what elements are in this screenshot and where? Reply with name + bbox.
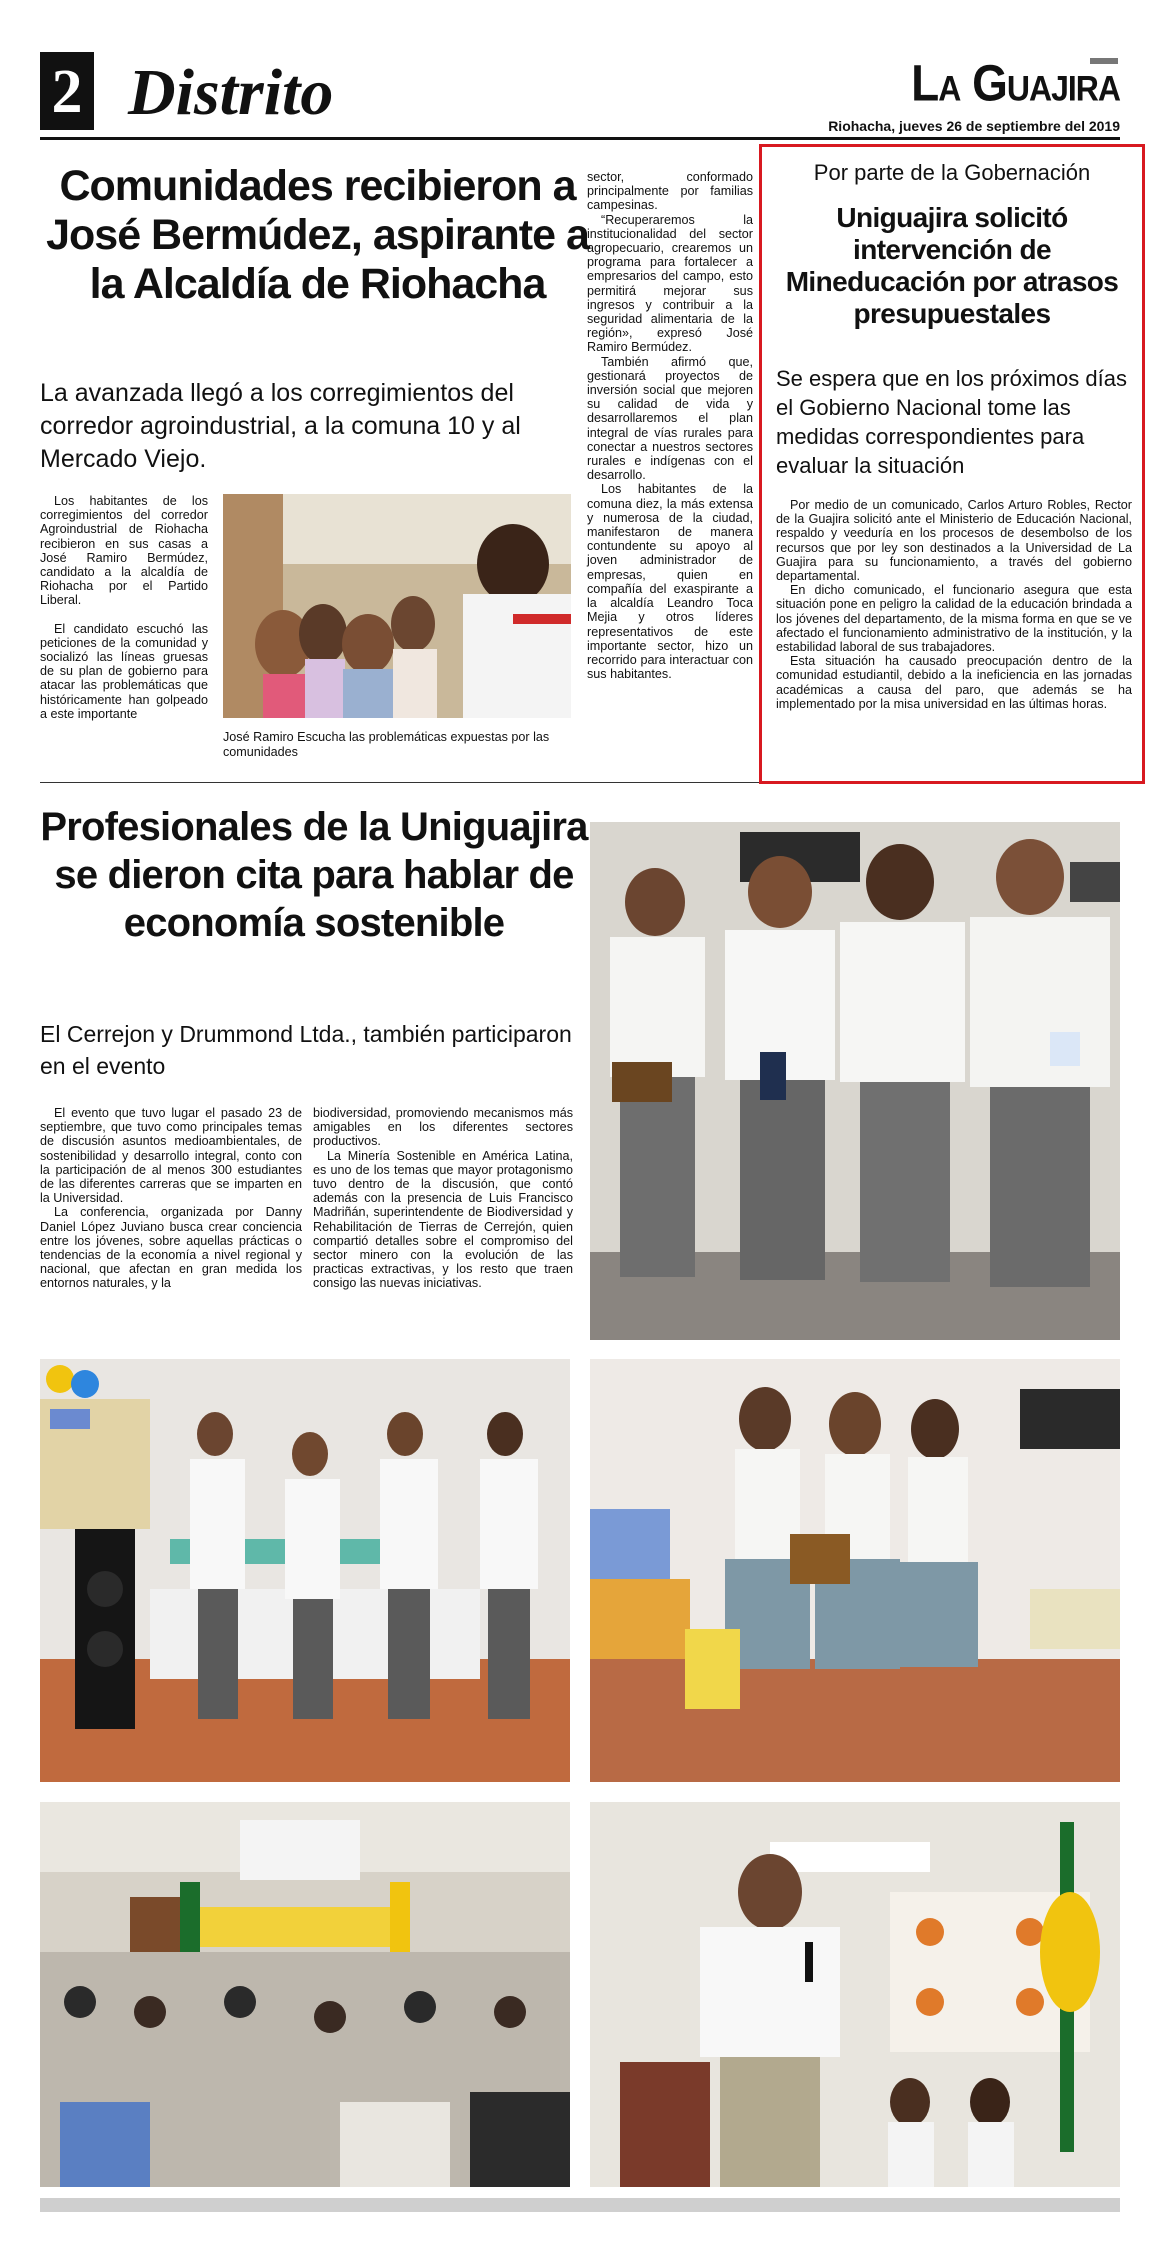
four-students-photo (590, 822, 1120, 1340)
article1-deck: La avanzada llegó a los corregimientos del corredor agroindustrial, a la comuna 10 y al Mercado Viejo. (40, 379, 521, 473)
article1-paragraph: Los habitantes de los corregimientos del corredor Agroindustrial de Riohacha recibieron en sus casas a José Ramiro Bermúdez, candidato a la alcaldía de Riohacha por el Partido Liberal. (40, 494, 208, 608)
dateline: Riohacha, jueves 26 de septiembre del 2019 (828, 118, 1120, 134)
man-with-microphone-photo (590, 1802, 1120, 2187)
article2-paragraph: biodiversidad, promoviendo mecanismos más amigables en los diferentes sectores productivos. (313, 1106, 573, 1149)
article1-headline: Comunidades recibieron a José Bermúdez, aspirante a la Alcaldía de Riohacha (46, 162, 589, 308)
section-divider (40, 782, 759, 783)
article1-paragraph: Los habitantes de la comuna diez, la más extensa y numerosa de la ciudad, manifestaron de manera contundente su apoyo al joven administrador de empresas, quien en compañía del exaspirante a la alcaldía Leandro Toca Mejia y otros líderes representativos de este importante sector, hizo un recorrido para interactuar con sus habitantes. (587, 482, 753, 682)
article1-photo (223, 494, 571, 718)
boxed-article-kicker: Por parte de la Gobernación (813, 160, 1091, 185)
boxed-article-body (776, 498, 1132, 711)
article1-column3 (587, 170, 753, 681)
article1-paragraph: También afirmó que, gestionará proyectos de inversión social que mejoren su calidad de vida y desarrollaremos el plan integral de vías rurales para conectar a nuestros sectores rurales e indígenas con el desarrollo. (587, 354, 753, 483)
girls-award-photo (590, 1359, 1120, 1782)
article1-column1 (40, 494, 208, 721)
article1-paragraph: El candidato escuchó las peticiones de la comunidad y socializó las líneas gruesas de su plan de gobierno para atacar las problemáticas que históricamente han golpeado a este importante (40, 621, 208, 721)
article2-paragraph: La Minería Sostenible en América Latina, es uno de los temas que mayor protagonismo tuvo dentro de la discusión, que contó además con la presencia de Luis Francisco Madriñán, superintendente de Biodiversidad y Rehabilitación de Tierras de Cerrejón, quien compartió detalles sobre el compromiso del sector minero con la evolución de las practicas extractivas, y los resto que traen consigo las nuevas iniciativas. (313, 1148, 573, 1291)
audience-hall-photo (40, 1802, 570, 2187)
article1-paragraph: “Recuperaremos la institucionalidad del sector agropecuario, crearemos un programa para fortalecer a empresarios del campo, esto permitirá mejorar sus ingresos y contribuir a la seguridad alimentaria de la región», expresó José Ramiro Bermúdez. (587, 212, 753, 355)
article2-paragraph: La conferencia, organizada por Danny Daniel López Juviano busca crear conciencia entre los jóvenes, sobre aquellas prácticas o tendencias de la economía a nivel regional y nacional, que afectan en gran medida los entornos naturales, y la (40, 1205, 302, 1291)
boxed-article-headline: Uniguajira solicitó intervención de Mineducación por atrasos presupuestales (785, 202, 1119, 329)
students-award-photo (590, 822, 1120, 1340)
article2-headline: Profesionales de la Uniguajira se dieron cita para hablar de economía sostenible (40, 805, 588, 945)
article2-deck: El Cerrejon y Drummond Ltda., también participaron en el evento (40, 1021, 572, 1079)
boxed-article-paragraph: Por medio de un comunicado, Carlos Arturo Robles, Rector de la Guajira solicitó ante el Ministerio de Educación Nacional, respaldo y veeduría en los procesos de desembolso de los recursos que por ley son destinados a la Universidad de La Guajira para su funcionamiento, a través del gobierno departamental. (776, 498, 1132, 584)
section-title: Distrito (128, 56, 334, 129)
page-number: 2 (40, 52, 94, 130)
candidate-with-children-photo (223, 494, 571, 718)
three-girls-photo (590, 1359, 1120, 1782)
newspaper-logo: La Guajira (911, 54, 1120, 112)
conference-audience-photo (40, 1802, 570, 2187)
article2-column2 (313, 1106, 573, 1291)
article2-paragraph: El evento que tuvo lugar el pasado 23 de septiembre, que tuvo como principales temas de discusión asuntos medioambientales, de sostenibilidad y desarrollo integral, conto con la participación de al menos 300 estudiantes de las diferentes carreras que se imparten en la Universidad. (40, 1106, 302, 1206)
article1-paragraph: sector, conformado principalmente por familias campesinas. (587, 170, 753, 213)
boxed-article-paragraph: Esta situación ha causado preocupación dentro de la comunidad estudiantil, debido a la ineficiencia en las jornadas académicas a causa del paro, que además se ha implementado por la misa universidad en las últimas horas. (776, 654, 1132, 711)
footer-bar (40, 2198, 1120, 2212)
article2-column1 (40, 1106, 302, 1291)
four-boys-event-photo (40, 1359, 570, 1782)
article1-photo-caption: José Ramiro Escucha las problemáticas expuestas por las comunidades (223, 730, 550, 759)
boxed-article-deck: Se espera que en los próximos días el Gobierno Nacional tome las medidas correspondientes para evaluar la situación (776, 366, 1127, 478)
speaker-photo (590, 1802, 1120, 2187)
masthead-rule (40, 137, 1120, 140)
students-standing-photo (40, 1359, 570, 1782)
boxed-article-paragraph: En dicho comunicado, el funcionario asegura que esta situación pone en peligro la calidad de la educación brindada a los jóvenes del departamento, de la misma forma en que se ve afectado el funcionamiento administrativo de la institución, y la estabilidad laboral de sus trabajadores. (776, 583, 1132, 655)
